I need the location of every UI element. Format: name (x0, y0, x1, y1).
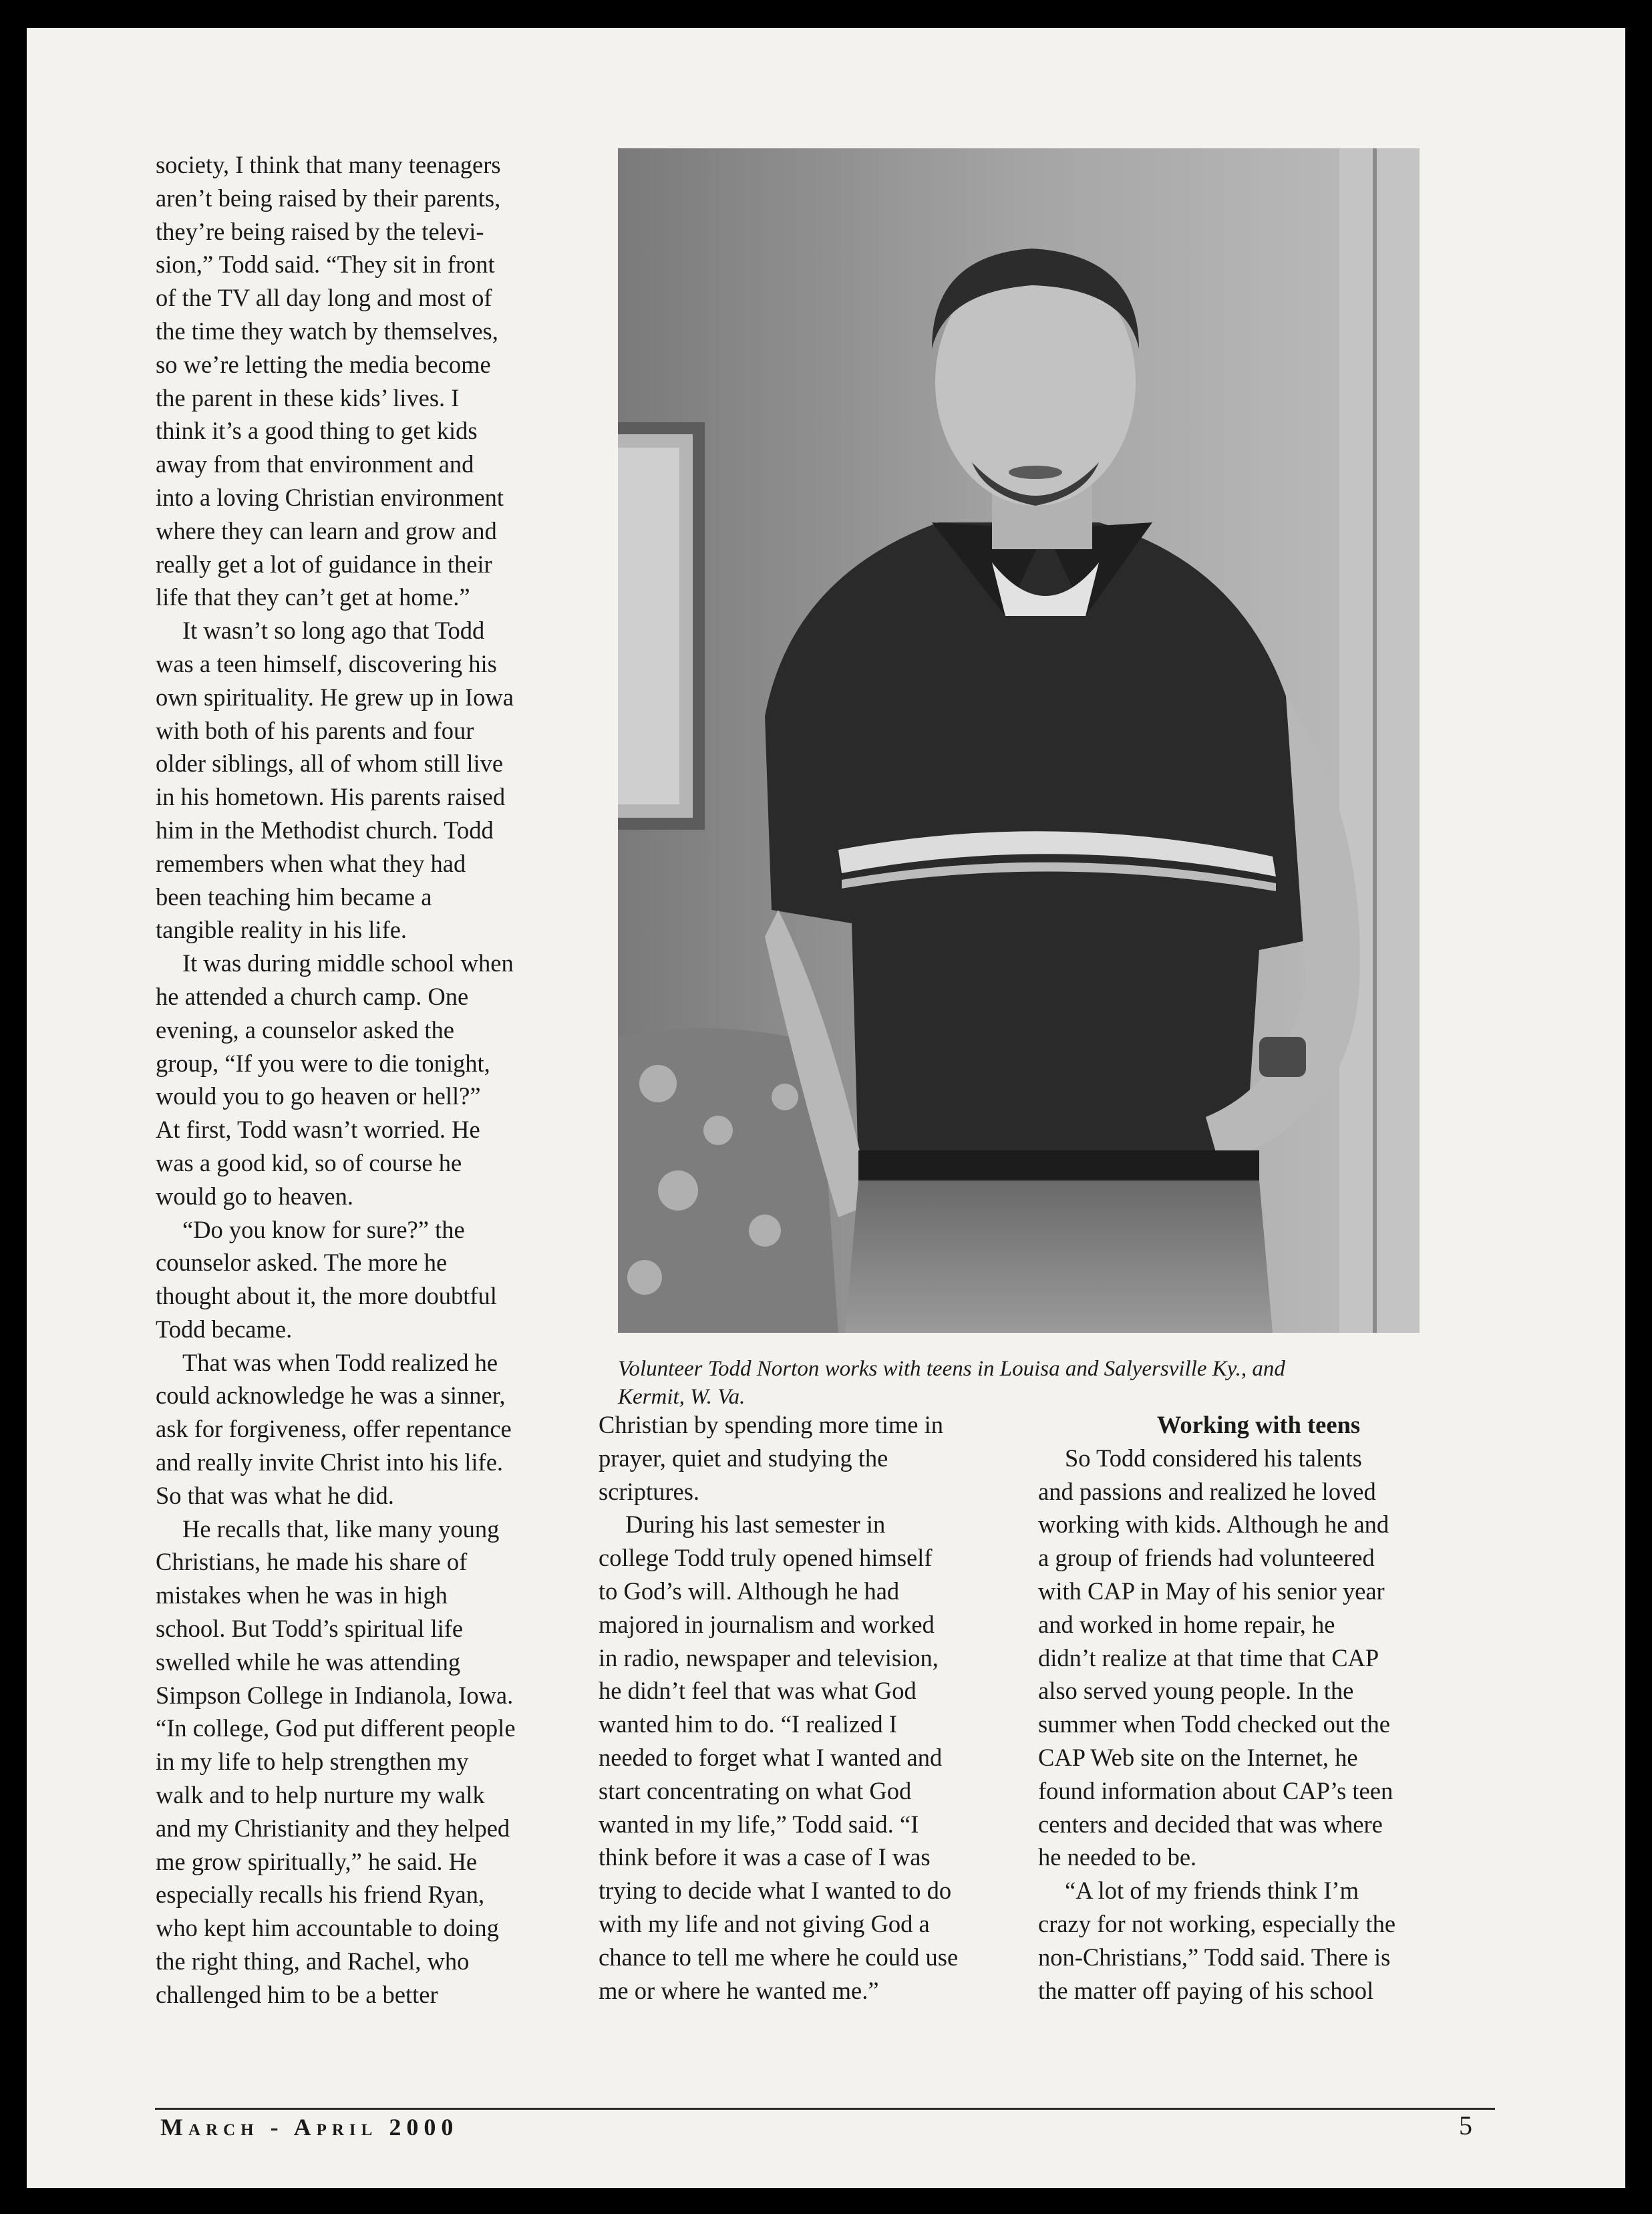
text-line: me or where he wanted me.” (599, 1976, 879, 2004)
text-line: That was when Todd realized he (182, 1348, 498, 1376)
text-line: During his last semester in (625, 1511, 886, 1539)
text-line: in radio, newspaper and television, (599, 1643, 939, 1672)
text-line: they’re being raised by the televi- (156, 217, 484, 245)
text-line: trying to decide what I wanted to do (599, 1877, 952, 1905)
text-line: to God’s will. Although he had (599, 1577, 900, 1605)
text-line: group, “If you were to die tonight, (156, 1049, 490, 1077)
text-line: ask for forgiveness, offer repentance (156, 1415, 512, 1443)
text-line: counselor asked. The more he (156, 1249, 448, 1277)
text-line: could acknowledge he was a sinner, (156, 1382, 506, 1410)
text-line: He recalls that, like many young (182, 1515, 500, 1543)
text-line: working with kids. Although he and (1038, 1511, 1389, 1539)
text-line: CAP Web site on the Internet, he (1038, 1743, 1358, 1771)
text-line: tangible reality in his life. (156, 916, 407, 944)
text-line: was a teen himself, discovering his (156, 649, 497, 677)
text-line: chance to tell me where he could use (599, 1943, 959, 1971)
text-line: into a loving Christian environment (156, 483, 504, 511)
text-line: where they can learn and grow and (156, 516, 497, 544)
caption-line: Kermit, W. Va. (618, 1385, 746, 1409)
text-line: evening, a counselor asked the (156, 1015, 454, 1044)
text-line: would go to heaven. (156, 1182, 353, 1210)
article-column-2 (599, 1408, 1026, 2007)
text-line: the time they watch by themselves, (156, 317, 498, 345)
text-line: school. But Todd’s spiritual life (156, 1615, 464, 1643)
text-line: college Todd truly opened himself (599, 1544, 933, 1572)
text-line: prayer, quiet and studying the (599, 1444, 888, 1472)
text-line: remembers when what they had (156, 849, 466, 877)
text-line: and my Christianity and they helped (156, 1814, 510, 1842)
text-line: society, I think that many teenagers (156, 151, 501, 178)
text-line: with CAP in May of his senior year (1038, 1577, 1385, 1605)
article-column-3-body (1038, 1442, 1479, 2008)
text-line: aren’t being raised by their parents, (156, 184, 501, 212)
text-line: in my life to help strengthen my (156, 1748, 469, 1776)
text-line: he didn’t feel that was what God (599, 1677, 917, 1705)
section-heading: Working with teens (1156, 1411, 1361, 1438)
text-line: Simpson College in Indianola, Iowa. (156, 1681, 514, 1709)
text-line: especially recalls his friend Ryan, (156, 1881, 485, 1909)
text-line: also served young people. In the (1038, 1677, 1354, 1705)
text-line: It was during middle school when (182, 949, 514, 977)
text-line: own spirituality. He grew up in Iowa (156, 683, 514, 711)
text-line: majored in journalism and worked (599, 1610, 935, 1638)
text-line: the parent in these kids’ lives. I (156, 383, 460, 412)
text-line: and really invite Christ into his life. (156, 1448, 504, 1476)
text-line: older siblings, all of whom still live (156, 750, 504, 778)
text-line: start concentrating on what God (599, 1776, 912, 1804)
text-line: been teaching him became a (156, 883, 432, 911)
text-line: mistakes when he was in high (156, 1581, 448, 1609)
text-line: of the TV all day long and most of (156, 284, 492, 312)
text-line: scriptures. (599, 1477, 700, 1505)
text-line: It wasn’t so long ago that Todd (182, 617, 485, 645)
text-line: think before it was a case of I was (599, 1843, 931, 1871)
text-line: summer when Todd checked out the (1038, 1710, 1390, 1738)
text-line: non-Christians,” Todd said. There is (1038, 1943, 1391, 1971)
text-line: the matter off paying of his school (1038, 1976, 1374, 2004)
text-line: and worked in home repair, he (1038, 1610, 1335, 1638)
text-line: the right thing, and Rachel, who (156, 1947, 470, 1975)
footer-divider (155, 2108, 1495, 2110)
text-line: wanted in my life,” Todd said. “I (599, 1810, 919, 1838)
text-line: so we’re letting the media become (156, 350, 491, 378)
footer-issue-date: March - April 2000 (160, 2114, 459, 2141)
text-line: At first, Todd wasn’t worried. He (156, 1116, 480, 1144)
text-line: thought about it, the more doubtful (156, 1282, 497, 1310)
text-line: centers and decided that was where (1038, 1810, 1383, 1838)
text-line: found information about CAP’s teen (1038, 1776, 1393, 1804)
photo-caption (618, 1355, 1440, 1411)
photo-todd-norton (618, 148, 1420, 1333)
text-line: who kept him accountable to doing (156, 1914, 499, 1942)
text-line: think it’s a good thing to get kids (156, 417, 478, 445)
text-line: “In college, God put different people (156, 1714, 516, 1742)
text-line: and passions and realized he loved (1038, 1477, 1376, 1505)
text-line: swelled while he was attending (156, 1647, 461, 1676)
article-column-1 (156, 148, 597, 2012)
text-line: “A lot of my friends think I’m (1065, 1877, 1359, 1905)
text-line: a group of friends had volunteered (1038, 1544, 1375, 1572)
text-line: Christians, he made his share of (156, 1548, 468, 1576)
text-line: wanted him to do. “I realized I (599, 1710, 897, 1738)
text-line: life that they can’t get at home.” (156, 583, 470, 611)
text-line: him in the Methodist church. Todd (156, 816, 494, 844)
article-column-3 (1038, 1408, 1479, 2007)
text-line: “Do you know for sure?” the (182, 1215, 465, 1243)
text-line: he attended a church camp. One (156, 982, 469, 1010)
text-line: away from that environment and (156, 450, 474, 478)
text-line: walk and to help nurture my walk (156, 1781, 485, 1809)
text-line: Todd became. (156, 1315, 293, 1343)
text-line: with both of his parents and four (156, 716, 474, 744)
photo-illustration (618, 148, 1420, 1333)
text-line: in his hometown. His parents raised (156, 783, 506, 811)
text-line: would you to go heaven or hell?” (156, 1082, 481, 1110)
text-line: crazy for not working, especially the (1038, 1909, 1396, 1937)
text-line: he needed to be. (1038, 1843, 1197, 1871)
text-line: didn’t realize at that time that CAP (1038, 1643, 1379, 1672)
text-line: really get a lot of guidance in their (156, 550, 492, 578)
text-line: challenged him to be a better (156, 1980, 438, 2008)
text-line: Christian by spending more time in (599, 1411, 944, 1438)
text-line: was a good kid, so of course he (156, 1148, 462, 1176)
page-number: 5 (1459, 2110, 1472, 2141)
text-line: So Todd considered his talents (1065, 1444, 1362, 1472)
text-line: with my life and not giving God a (599, 1909, 930, 1937)
caption-line: Volunteer Todd Norton works with teens in Louisa and Salyersville Ky., and (618, 1357, 1285, 1381)
text-line: me grow spiritually,” he said. He (156, 1847, 478, 1875)
text-line: So that was what he did. (156, 1481, 394, 1509)
text-line: needed to forget what I wanted and (599, 1743, 943, 1771)
text-line: sion,” Todd said. “They sit in front (156, 251, 495, 279)
